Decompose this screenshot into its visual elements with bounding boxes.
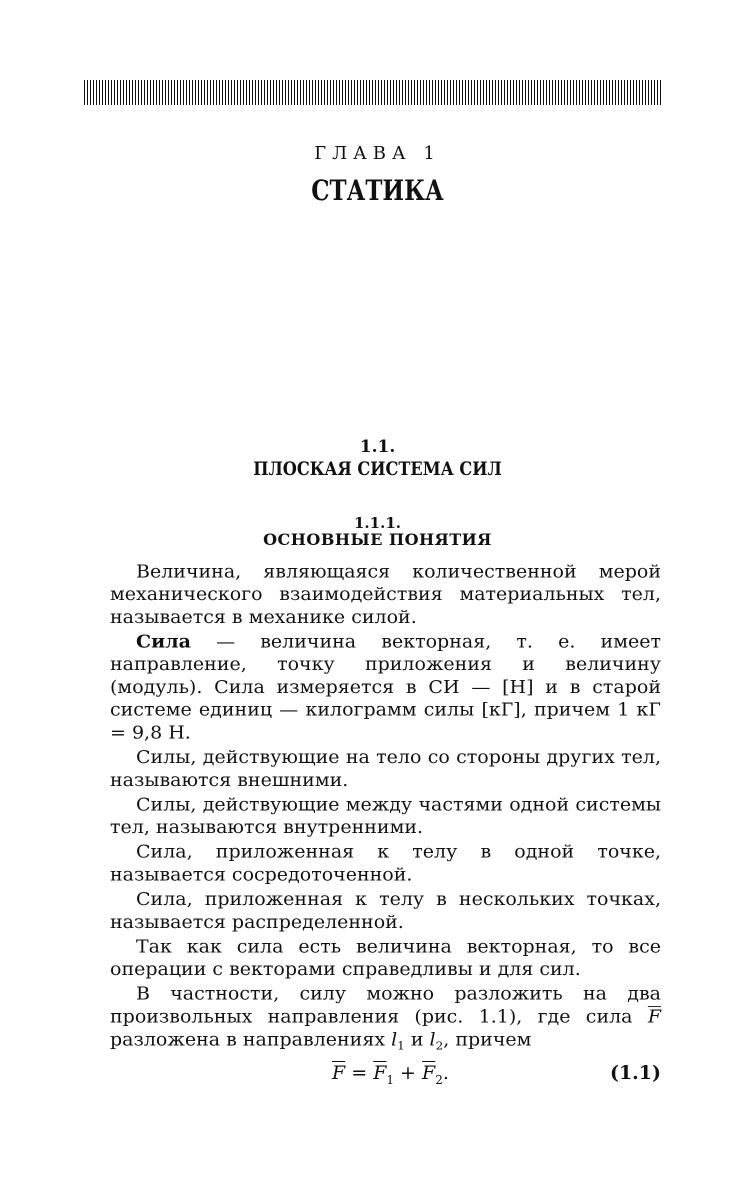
paragraph-8 (110, 983, 661, 1057)
formula-plus: + (394, 1062, 423, 1084)
formula-1-1 (110, 1062, 661, 1090)
formula-sub-2: 2 (435, 1072, 443, 1087)
formula-vector-f: $\overline{F}$ (332, 1062, 346, 1084)
formula-vector-f2: $\overline{F}$ (422, 1062, 436, 1084)
subscript-1: 1 (397, 1039, 405, 1053)
decorative-header-rule (84, 80, 662, 105)
formula-equals: = (345, 1062, 374, 1084)
term-sila: Сила (136, 632, 191, 653)
direction-l2: l (429, 1029, 436, 1050)
subsection-title: ОСНОВНЫЕ ПОНЯТИЯ (263, 530, 492, 549)
section-number: 1.1. (359, 437, 396, 457)
paragraph-1: Величина, являющаяся количественной мерой механического взаимодействия материальных тел, называется в механике силой. (110, 561, 661, 628)
formula-number: (1.1) (609, 1062, 661, 1084)
formula-period: . (442, 1062, 449, 1084)
section-title: ПЛОСКАЯ СИСТЕМА СИЛ (253, 458, 502, 480)
paragraph-2-text: — величина векторная, т. е. имеет направление, точку приложения и величину (модуль). Сила измеряется в СИ — [Н] и в старой системе единиц — килограмм силы [кГ], причем 1 кГ = 9,8 Н. (110, 632, 661, 744)
chapter-label: ГЛАВА 1 (314, 143, 441, 164)
paragraph-8-text-a: В частности, силу можно разложить на два произвольных направления (рис. 1.1), где сила (110, 984, 661, 1028)
paragraph-8-text-b: разложена в направлениях (110, 1029, 392, 1050)
paragraph-5: Сила, приложенная к телу в одной точке, называется сосредоточенной. (110, 842, 661, 886)
subsection-number: 1.1.1. (354, 514, 401, 532)
formula-expression (332, 1062, 449, 1087)
formula-sub-1: 1 (386, 1072, 395, 1087)
paragraph-8-text-c: , причем (443, 1029, 532, 1050)
conjunction: и (404, 1029, 430, 1050)
paragraph-7: Так как сила есть величина векторная, то все операции с векторами справедливы и для сил. (110, 936, 661, 980)
body-text (110, 561, 661, 1058)
paragraph-4: Силы, действующие между частями одной системы тел, называются внутренними. (110, 794, 661, 838)
subscript-2: 2 (435, 1039, 444, 1053)
direction-l1: l (391, 1029, 398, 1050)
paragraph-3: Силы, действующие на тело со стороны других тел, называются внешними. (110, 747, 661, 791)
paragraph-6: Сила, приложенная к телу в нескольких точках, называется распределенной. (110, 889, 661, 933)
paragraph-2 (110, 631, 661, 745)
formula-vector-f1: $\overline{F}$ (373, 1062, 387, 1084)
vector-f: $\overline{F}$ (647, 1007, 661, 1028)
chapter-title: СТАТИКА (311, 174, 444, 207)
